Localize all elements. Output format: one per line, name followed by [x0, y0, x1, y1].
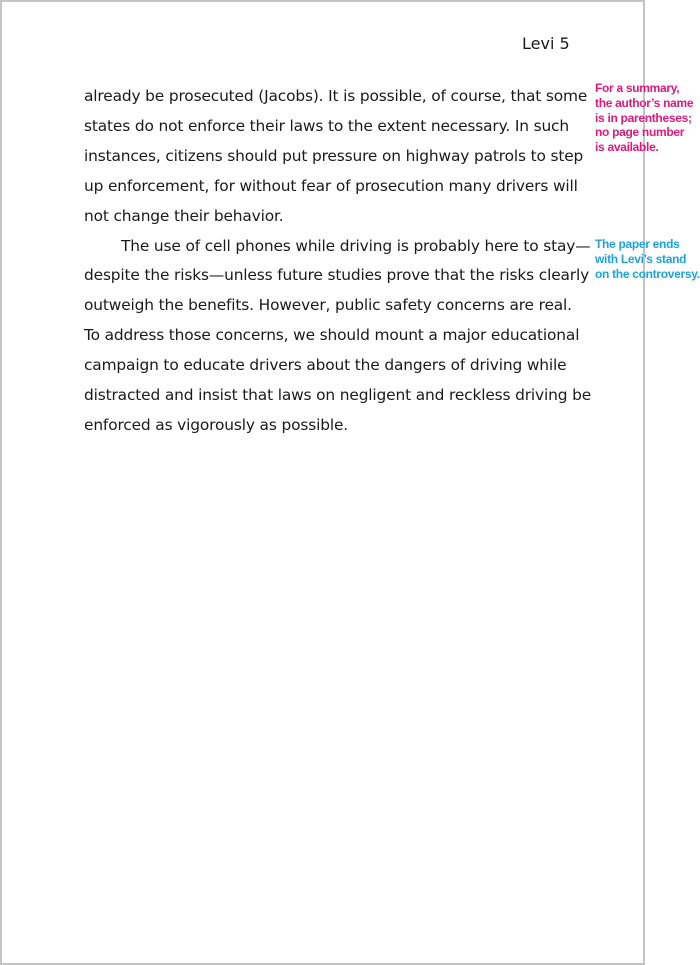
text-line: outweigh the benefits. However, public safety concerns are real.	[84, 296, 572, 315]
annotation-line: For a summary,	[595, 81, 680, 95]
text-line: states do not enforce their laws to the extent necessary. In such	[84, 116, 569, 135]
text-line: up enforcement, for without fear of prosecution many drivers will	[84, 176, 578, 195]
text-line: not change their behavior.	[84, 206, 284, 225]
annotation-line: on the controversy.	[595, 266, 700, 281]
text-line: despite the risks—unless future studies prove that the risks clearly	[84, 266, 590, 285]
annotation-line: is available.	[595, 140, 659, 155]
text-line: already be prosecuted (Jacobs). It is possible, of course, that some	[84, 87, 588, 105]
text-line: distracted and insist that laws on negligent and reckless driving be	[84, 386, 592, 405]
ending-stand-annotation	[595, 237, 700, 281]
text-line: To address those concerns, we should mount a major educational	[84, 326, 580, 345]
summary-citation-annotation	[595, 81, 700, 155]
annotation-line: is in parentheses;	[595, 110, 692, 125]
annotation-line: no page number	[595, 125, 685, 140]
annotation-line: with Levi’s stand	[595, 251, 687, 266]
annotation-line: The paper ends	[595, 237, 680, 251]
text-line: enforced as vigorously as possible.	[84, 415, 349, 434]
text-line: instances, citizens should put pressure on highway patrols to step	[84, 146, 584, 165]
paragraph-2	[84, 232, 592, 441]
paragraph-1	[84, 82, 588, 232]
annotation-line: the author’s name	[595, 95, 694, 110]
body-text	[84, 82, 592, 441]
text-line: campaign to educate drivers about the dangers of driving while	[84, 356, 567, 375]
text-line: The use of cell phones while driving is probably here to stay—	[121, 236, 591, 255]
running-head: Levi 5	[522, 34, 570, 53]
